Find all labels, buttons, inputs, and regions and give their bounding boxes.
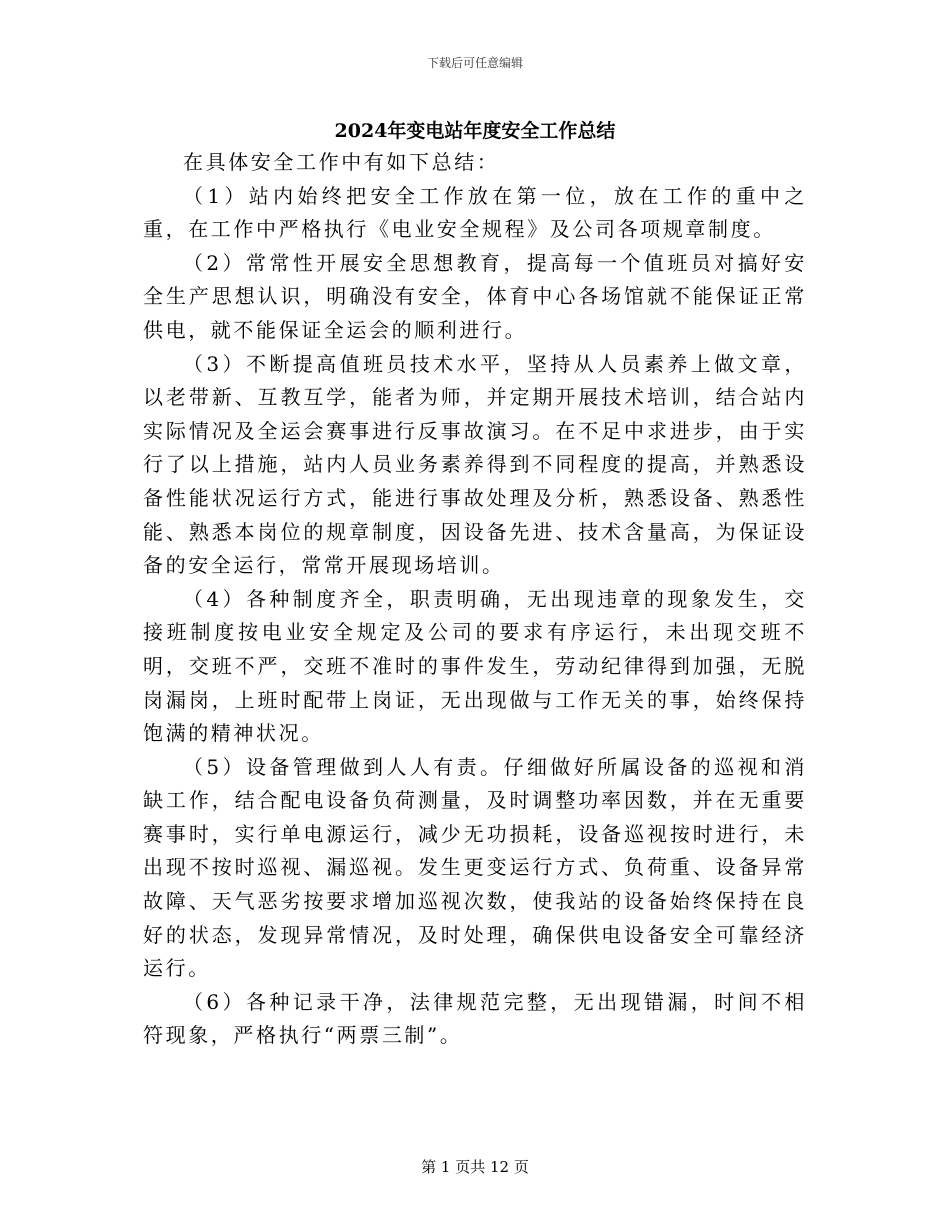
paragraph-item-5: （5）设备管理做到人人有责。仔细做好所属设备的巡视和消缺工作，结合配电设备负荷测量，及时调整功率因数，并在无重要赛事时，实行单电源运行，减少无功损耗，设备巡视按时进行，未出现不按时巡视、漏巡视。发生更变运行方式、负荷重、设备异常故障、天气恶劣按要求增加巡视次数，使我站的设备始终保持在良好的状态，发现异常情况，及时处理，确保供电设备安全可靠经济运行。	[143, 754, 807, 981]
paragraph-item-2: （2）常常性开展安全思想教育，提高每一个值班员对搞好安全生产思想认识，明确没有安全，体育中心各场馆就不能保证正常供电，就不能保证全运会的顺利进行。	[143, 250, 807, 342]
paragraph-item-1: （1）站内始终把安全工作放在第一位，放在工作的重中之重，在工作中严格执行《电业安全规程》及公司各项规章制度。	[143, 183, 807, 242]
paragraph-item-6: （6）各种记录干净，法律规范完整，无出现错漏，时间不相符现象，严格执行“两票三制”。	[143, 989, 807, 1048]
paragraph-item-4: （4）各种制度齐全，职责明确，无出现违章的现象发生，交接班制度按电业安全规定及公司的要求有序运行，未出现交班不明，交班不严，交班不准时的事件发生，劳动纪律得到加强，无脱岗漏岗，上班时配带上岗证，无出现做与工作无关的事，始终保持饱满的精神状况。	[143, 586, 807, 746]
document-title: 2024年变电站年度安全工作总结	[334, 120, 616, 142]
document-body	[143, 146, 807, 1053]
header-note: 下载后可任意编辑	[426, 56, 523, 70]
paragraph-intro: 在具体安全工作中有如下总结：	[183, 150, 500, 174]
page-number-footer: 第 1 页共 12 页	[421, 1158, 529, 1176]
paragraph-item-3: （3）不断提高值班员技术水平，坚持从人员素养上做文章，以老带新、互教互学，能者为师，并定期开展技术培训，结合站内实际情况及全运会赛事进行反事故演习。在不足中求进步，由于实行了以上措施，站内人员业务素养得到不同程度的提高，并熟悉设备性能状况运行方式，能进行事故处理及分析，熟悉设备、熟悉性能、熟悉本岗位的规章制度，因设备先进、技术含量高，为保证设备的安全运行，常常开展现场培训。	[143, 351, 807, 578]
